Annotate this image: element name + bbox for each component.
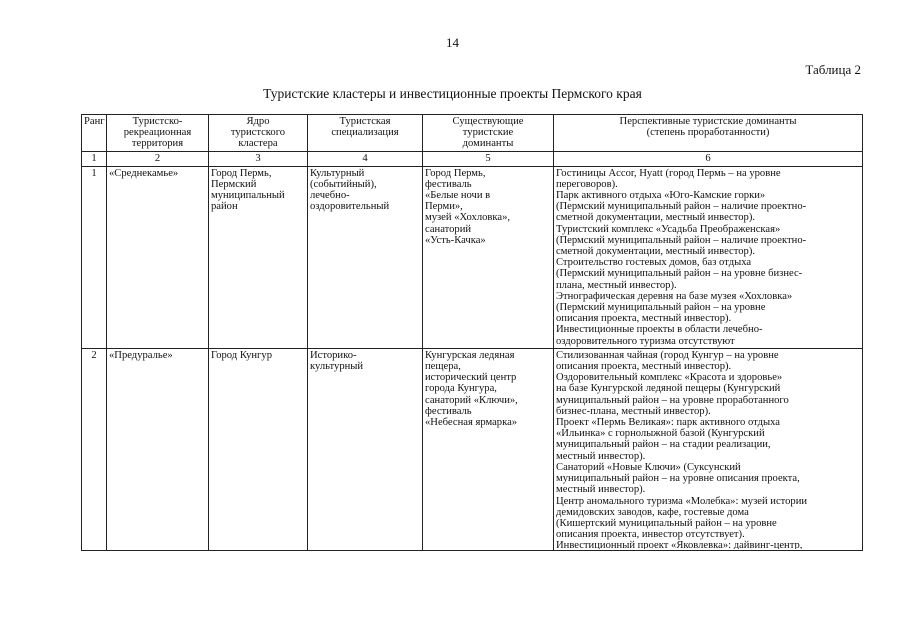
core-cell	[209, 166, 308, 348]
existing-dominants-line: города Кунгура,	[425, 383, 497, 395]
core-line: район	[211, 201, 238, 213]
existing-dominants-line: пещера,	[425, 361, 461, 373]
prospective-dominants-line: Оздоровительный комплекс «Красота и здоровье»	[556, 372, 783, 384]
existing-dominants-line: санаторий	[425, 223, 472, 235]
header-line: специализация	[331, 127, 399, 139]
header-line: туристского	[230, 127, 286, 139]
prospective-dominants-line: Санаторий «Новые Ключи» (Суксунский	[556, 461, 741, 473]
column-number: 1	[82, 151, 107, 166]
prospective-dominants-line: оздоровительного туризма отсутствуют	[556, 335, 735, 347]
column-header-1	[82, 115, 107, 152]
specialization-line: (событийный),	[310, 178, 377, 190]
core-line: Пермский	[211, 178, 257, 190]
prospective-dominants-line: Гостиницы Accor, Hyatt (город Пермь – на уровне	[556, 167, 781, 179]
column-number: 3	[209, 151, 308, 166]
existing-dominants-cell	[423, 166, 554, 348]
column-number-row	[82, 151, 863, 166]
header-line: доминанты	[462, 138, 514, 150]
clusters-table	[81, 114, 863, 551]
prospective-dominants-cell	[554, 348, 863, 550]
prospective-dominants-line: описания проекта, инвестор отсутствует).	[556, 529, 745, 541]
prospective-dominants-line: бизнес-плана, местный инвестор).	[556, 405, 711, 417]
existing-dominants-line: «Белые ночи в	[425, 190, 491, 202]
prospective-dominants-line: (Пермский муниципальный район – наличие проектно-	[556, 201, 807, 213]
column-header-4	[308, 115, 423, 152]
column-header-5	[423, 115, 554, 152]
existing-dominants-line: музей «Хохловка»,	[425, 212, 511, 224]
column-number: 2	[107, 151, 209, 166]
header-line: Туристско-	[132, 116, 183, 127]
specialization-line: Культурный	[310, 167, 365, 179]
prospective-dominants-line: местный инвестор).	[556, 484, 646, 496]
existing-dominants-line: Кунгурская ледяная	[425, 349, 515, 361]
core-cell	[209, 348, 308, 550]
column-number: 6	[554, 151, 863, 166]
prospective-dominants-line: описания проекта, местный инвестор).	[556, 361, 732, 373]
existing-dominants-line: «Небесная ярмарка»	[425, 417, 518, 429]
territory-cell	[107, 348, 209, 550]
specialization-line: культурный	[310, 361, 364, 373]
existing-dominants-cell	[423, 348, 554, 550]
prospective-dominants-line: Проект «Пермь Великая»: парк активного отдыха	[556, 417, 780, 429]
existing-dominants-line: фестиваль	[425, 405, 472, 417]
existing-dominants-line: санаторий «Ключи»,	[425, 394, 518, 406]
prospective-dominants-line: Этнографическая деревня на базе музея «Хохловка»	[556, 290, 793, 302]
prospective-dominants-line: сметной документации, местный инвестор).	[556, 246, 756, 258]
prospective-dominants-line: описания проекта, местный инвестор).	[556, 313, 732, 325]
column-header-6	[554, 115, 863, 152]
header-line: Перспективные туристские доминанты	[619, 116, 797, 127]
header-line: Туристская	[339, 116, 391, 127]
prospective-dominants-line: (Пермский муниципальный район – наличие проектно-	[556, 234, 807, 246]
prospective-dominants-line: местный инвестор).	[556, 450, 646, 462]
table-row	[82, 166, 863, 348]
header-line: Существующие	[452, 116, 524, 127]
header-line: территория	[131, 138, 184, 150]
prospective-dominants-line: на базе Кунгурской ледяной пещеры (Кунгурский	[556, 383, 781, 395]
prospective-dominants-line: (Пермский муниципальный район – на уровне	[556, 302, 766, 314]
specialization-line: лечебно-	[310, 190, 350, 202]
territory-line: «Среднекамье»	[109, 167, 179, 179]
prospective-dominants-cell	[554, 166, 863, 348]
header-line: рекреационная	[123, 127, 192, 139]
header-line: (степень проработанности)	[646, 127, 770, 139]
prospective-dominants-line: демидовских заводов, кафе, гостевые дома	[556, 506, 749, 518]
core-line: Город Кунгур	[211, 349, 272, 361]
prospective-dominants-line: (Кишертский муниципальный район – на уровне	[556, 517, 777, 529]
prospective-dominants-line: муниципальный район – на уровне проработанного	[556, 394, 789, 406]
existing-dominants-line: исторический центр	[425, 372, 517, 384]
prospective-dominants-line: Инвестиционные проекты в области лечебно-	[556, 324, 763, 336]
territory-line: «Предуралье»	[109, 349, 173, 361]
prospective-dominants-line: переговоров).	[556, 178, 618, 190]
existing-dominants-line: «Усть-Качка»	[425, 234, 486, 246]
core-line: муниципальный	[211, 190, 285, 202]
table-label: Таблица 2	[805, 62, 861, 77]
prospective-dominants-line: Строительство гостевых домов, баз отдыха	[556, 257, 752, 269]
specialization-cell	[308, 348, 423, 550]
specialization-line: Историко-	[310, 349, 357, 361]
header-line: туристские	[462, 127, 514, 139]
column-number: 4	[308, 151, 423, 166]
territory-cell	[107, 166, 209, 348]
page-number: 14	[446, 35, 459, 50]
prospective-dominants-line: «Ильинка» с горнолыжной базой (Кунгурский	[556, 428, 765, 440]
rank-cell: 1	[82, 166, 107, 348]
existing-dominants-line: Город Пермь,	[425, 167, 486, 179]
prospective-dominants-line: Центр аномального туризма «Молебка»: музей истории	[556, 495, 808, 507]
prospective-dominants-line: муниципальный район – на стадии реализации,	[556, 439, 771, 451]
header-line: Ранг	[84, 116, 105, 127]
existing-dominants-line: фестиваль	[425, 178, 472, 190]
prospective-dominants-line: Парк активного отдыха «Юго-Камские горки»	[556, 190, 766, 202]
prospective-dominants-line: Туристский комплекс «Усадьба Преображенская»	[556, 223, 781, 235]
column-header-3	[209, 115, 308, 152]
prospective-dominants-line: муниципальный район – на уровне описания проекта,	[556, 473, 800, 485]
header-line: кластера	[238, 138, 278, 150]
document-title: Туристские кластеры и инвестиционные проекты Пермского края	[263, 86, 642, 101]
prospective-dominants-line: Стилизованная чайная (город Кунгур – на уровне	[556, 349, 779, 361]
core-line: Город Пермь,	[211, 167, 272, 179]
column-header-2	[107, 115, 209, 152]
specialization-cell	[308, 166, 423, 348]
specialization-line: оздоровительный	[310, 201, 390, 213]
column-number: 5	[423, 151, 554, 166]
rank-cell: 2	[82, 348, 107, 550]
prospective-dominants-line: (Пермский муниципальный район – на уровне бизнес-	[556, 268, 803, 280]
header-line: Ядро	[246, 116, 270, 127]
prospective-dominants-line: плана, местный инвестор).	[556, 279, 677, 291]
prospective-dominants-line: Инвестиционный проект «Яковлевка»: дайвинг-центр,	[556, 540, 803, 550]
prospective-dominants-line: сметной документации, местный инвестор).	[556, 212, 756, 224]
table-header-row	[82, 115, 863, 152]
table-row	[82, 348, 863, 550]
existing-dominants-line: Перми»,	[425, 201, 463, 213]
